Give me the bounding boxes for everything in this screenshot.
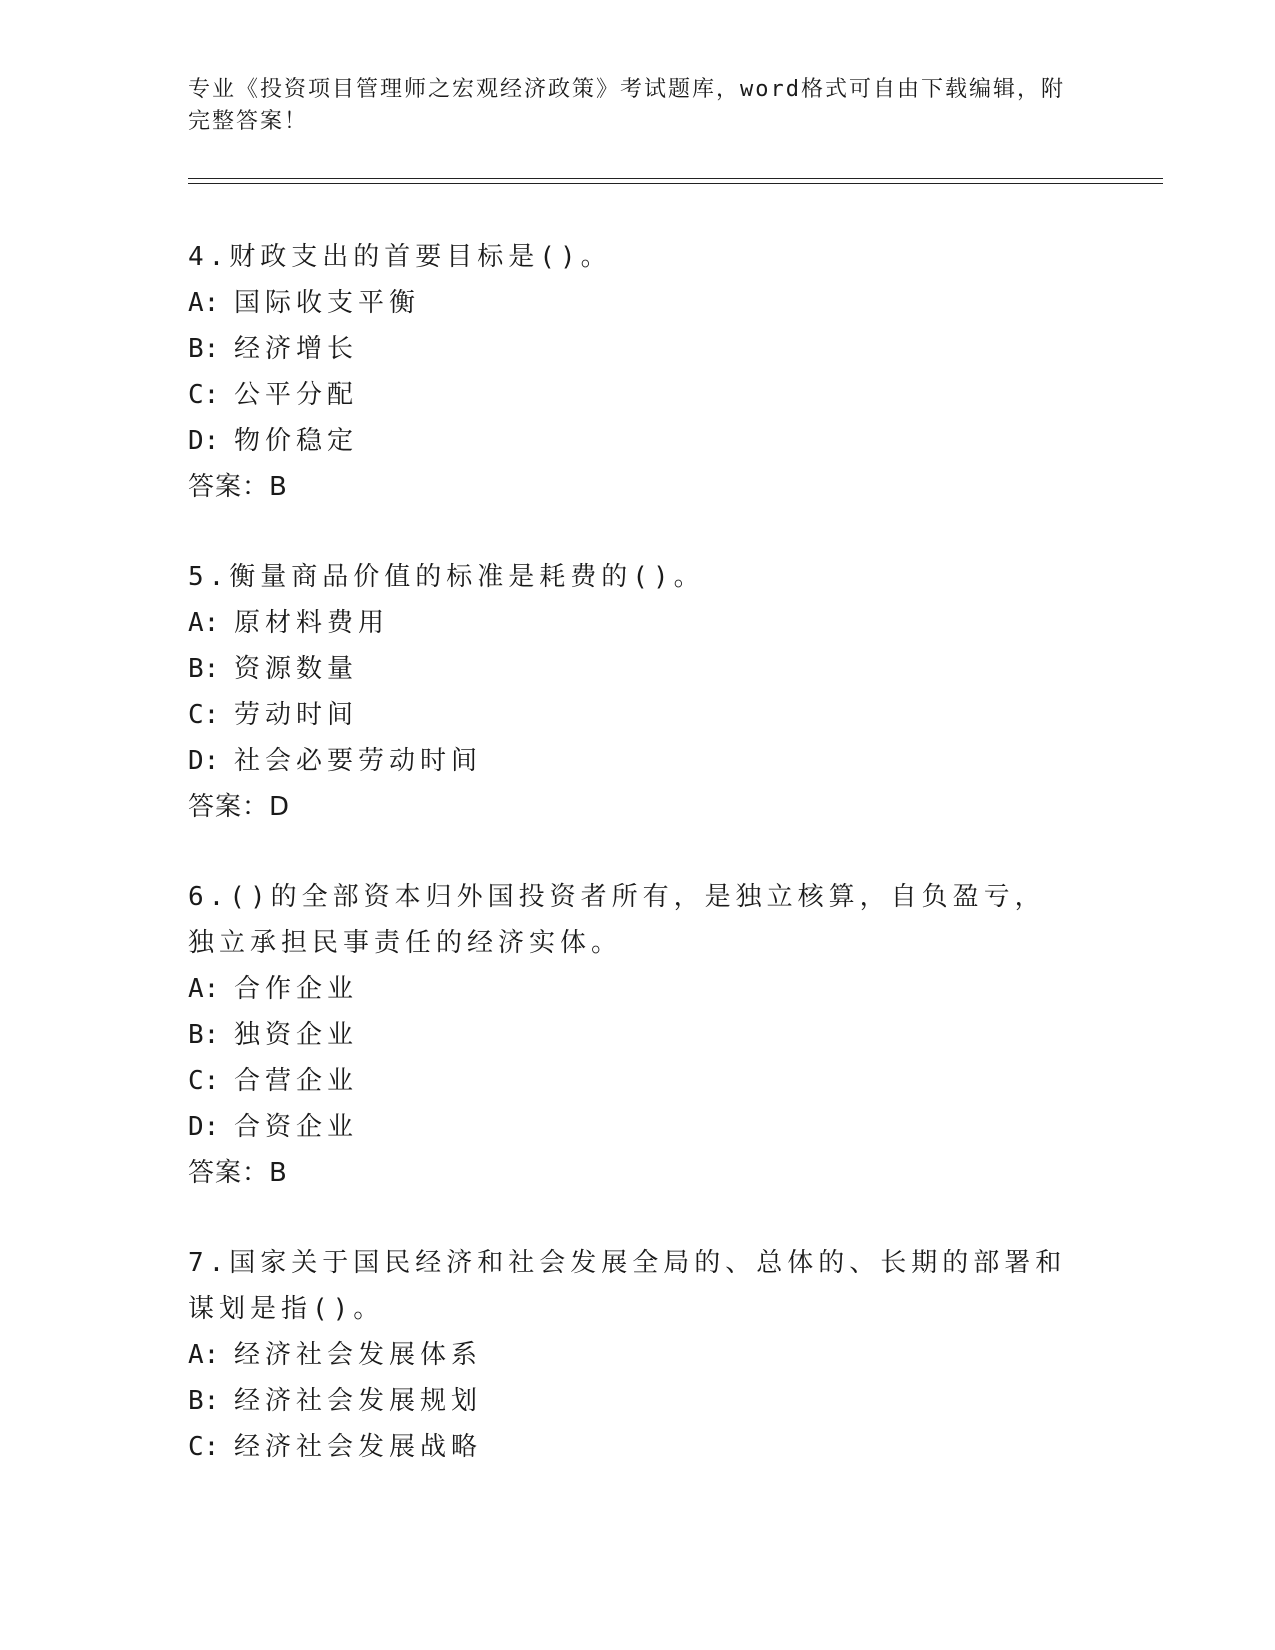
question-stem: 5.衡量商品价值的标准是耗费的()。: [188, 562, 705, 592]
option-b: B: 经济社会发展规划: [188, 1386, 483, 1416]
option-a: A: 经济社会发展体系: [188, 1340, 483, 1370]
option-d: D: 社会必要劳动时间: [188, 746, 483, 776]
option-d: D: 物价稳定: [188, 426, 359, 456]
answer-line: 答案：B: [188, 1158, 288, 1188]
option-d: D: 合资企业: [188, 1112, 359, 1142]
answer-line: 答案：D: [188, 792, 291, 822]
option-b: B: 独资企业: [188, 1020, 359, 1050]
option-a: A: 原材料费用: [188, 608, 390, 638]
answer-line: 答案：B: [188, 472, 288, 502]
option-a: A: 合作企业: [188, 974, 359, 1004]
option-a: A: 国际收支平衡: [188, 288, 421, 318]
document-header: 专业《投资项目管理师之宏观经济政策》考试题库，word格式可自由下载编辑，附完整答案！: [188, 77, 1065, 134]
option-b: B: 经济增长: [188, 334, 359, 364]
question-stem: 4.财政支出的首要目标是()。: [188, 242, 612, 272]
option-c: C: 经济社会发展战略: [188, 1432, 483, 1462]
question-list: [188, 234, 1163, 1514]
option-b: B: 资源数量: [188, 654, 359, 684]
question-4: [188, 234, 1163, 510]
option-c: C: 合营企业: [188, 1066, 359, 1096]
option-c: C: 公平分配: [188, 380, 359, 410]
header-divider: [188, 178, 1163, 184]
question-5: [188, 554, 1163, 830]
question-7: [188, 1240, 1163, 1470]
question-stem: 7.国家关于国民经济和社会发展全局的、总体的、长期的部署和谋划是指()。: [188, 1248, 1067, 1324]
option-c: C: 劳动时间: [188, 700, 359, 730]
question-stem: 6.()的全部资本归外国投资者所有，是独立核算，自负盈亏，独立承担民事责任的经济实体。: [188, 882, 1046, 958]
question-6: [188, 874, 1163, 1196]
